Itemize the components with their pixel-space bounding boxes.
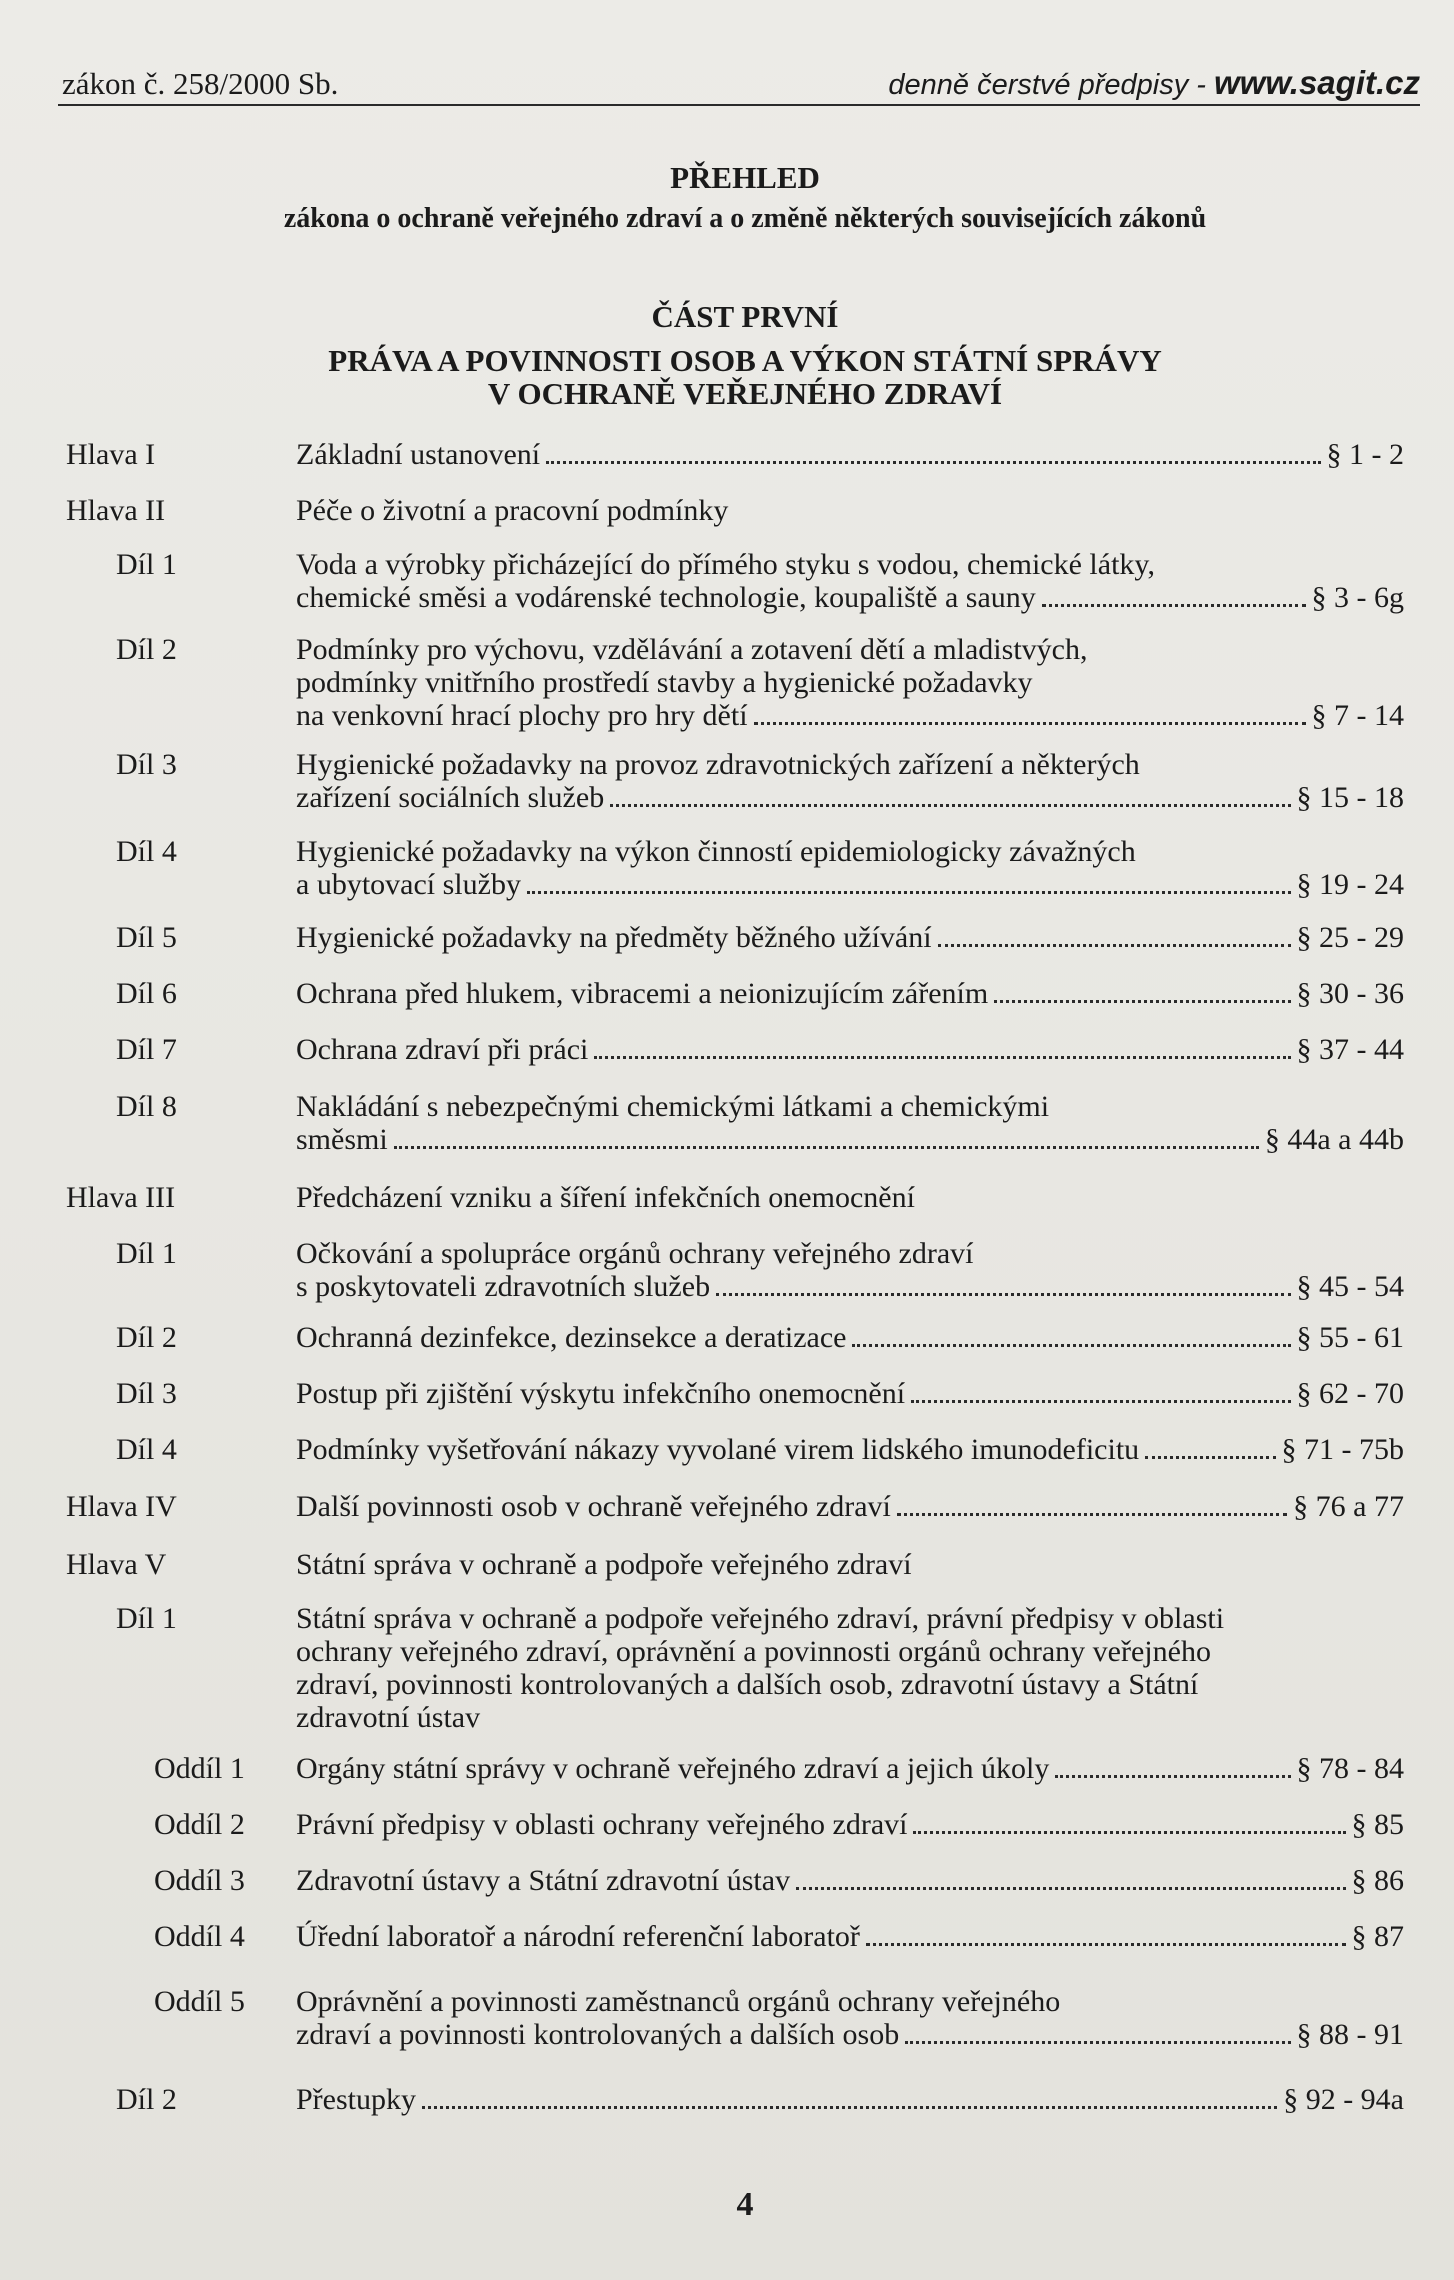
toc-entry-section-ref: § 7 - 14 (1311, 699, 1404, 732)
toc-entry-section-ref: § 78 - 84 (1296, 1752, 1404, 1785)
toc-entry-label: Díl 2 (116, 1321, 177, 1354)
toc-entry-text (296, 748, 1404, 814)
dot-leader (866, 1943, 1346, 1946)
toc-entry-text (296, 1602, 1404, 1734)
overview-subtitle: zákona o ochraně veřejného zdraví a o změně některých souvisejících zákonů (283, 203, 1207, 234)
header-publisher (888, 64, 1420, 102)
toc-entry-last-line (296, 1808, 1404, 1841)
page-number: 4 (736, 2186, 754, 2223)
toc-entry-line: Přestupky (296, 2083, 416, 2116)
toc-entry-last-line (296, 438, 1404, 471)
toc-entry-line: směsmi (296, 1123, 388, 1156)
toc-entry-line: Státní správa v ochraně a podpoře veřejného zdraví (296, 1548, 912, 1581)
toc-entry-line: Orgány státní správy v ochraně veřejného zdraví a jejich úkoly (296, 1752, 1050, 1785)
toc-entry-text (296, 1920, 1404, 1953)
toc-entry-text (296, 548, 1404, 614)
toc-entry-label: Oddíl 2 (154, 1808, 245, 1841)
toc-entry-text (296, 1985, 1404, 2051)
toc-entry-text (296, 1864, 1404, 1897)
toc-entry-last-line (296, 868, 1404, 901)
part-heading: ČÁST PRVNÍ (651, 299, 839, 334)
toc-entry-text (296, 977, 1404, 1010)
overview-title: PŘEHLED (670, 160, 820, 195)
dot-leader (716, 1293, 1290, 1296)
dot-leader (1055, 1775, 1290, 1778)
toc-entry-line: Úřední laboratoř a národní referenční laboratoř (296, 1920, 860, 1953)
toc-entry-text (296, 633, 1404, 732)
toc-entry-label: Hlava I (66, 438, 156, 471)
toc-entry-section-ref: § 62 - 70 (1296, 1377, 1404, 1410)
toc-entry-text (296, 1090, 1404, 1156)
toc-entry-last-line (296, 581, 1404, 614)
toc-entry-section-ref: § 88 - 91 (1296, 2018, 1404, 2051)
toc-entry-text (296, 1490, 1404, 1523)
toc-entry-label: Oddíl 5 (154, 1985, 245, 2018)
toc-entry-label: Díl 2 (116, 633, 177, 666)
toc-entry-section-ref: § 30 - 36 (1296, 977, 1404, 1010)
toc-entry-line: Ochrana zdraví při práci (296, 1033, 589, 1066)
toc-entry-label: Díl 4 (116, 835, 177, 868)
part-title-line-2: V OCHRANĚ VEŘEJNÉHO ZDRAVÍ (487, 376, 1003, 411)
dot-leader (796, 1887, 1345, 1890)
toc-entry-last-line (296, 1433, 1404, 1466)
header-slogan: denně čerstvé předpisy - (888, 69, 1214, 101)
toc-entry-line: Základní ustanovení (296, 438, 541, 471)
toc-entry-label: Díl 5 (116, 921, 177, 954)
toc-entry-text (296, 1548, 1404, 1581)
toc-entry-label: Díl 7 (116, 1033, 177, 1066)
toc-entry-label: Oddíl 4 (154, 1920, 245, 1953)
toc-entry-last-line (296, 1321, 1404, 1354)
toc-entry-last-line (296, 921, 1404, 954)
toc-entry-section-ref: § 71 - 75b (1281, 1433, 1404, 1466)
toc-entry-line: Péče o životní a pracovní podmínky (296, 494, 729, 527)
toc-entry-text (296, 835, 1404, 901)
toc-entry-line: Voda a výrobky přicházející do přímého styku s vodou, chemické látky, (296, 548, 1155, 581)
toc-entry-last-line (296, 1490, 1404, 1523)
dot-leader (1042, 604, 1306, 607)
dot-leader (527, 891, 1291, 894)
toc-entry-last-line (296, 699, 1404, 732)
dot-leader (594, 1056, 1290, 1059)
toc-entry-text (296, 1033, 1404, 1066)
toc-entry-label: Díl 1 (116, 1602, 177, 1635)
toc-entry-section-ref: § 44a a 44b (1264, 1123, 1404, 1156)
toc-entry-section-ref: § 19 - 24 (1296, 868, 1404, 901)
toc-entry-line: Nakládání s nebezpečnými chemickými látkami a chemickými (296, 1090, 1050, 1123)
dot-leader (913, 1831, 1345, 1834)
toc-entry-section-ref: § 45 - 54 (1296, 1270, 1404, 1303)
toc-entry-line: zdraví a povinnosti kontrolovaných a dalších osob (296, 2018, 900, 2051)
toc-entry-label: Díl 3 (116, 748, 177, 781)
toc-entry-section-ref: § 76 a 77 (1293, 1490, 1404, 1523)
toc-entry-last-line (296, 2018, 1404, 2051)
toc-entry-label: Díl 3 (116, 1377, 177, 1410)
toc-entry-label: Hlava IV (66, 1490, 177, 1523)
toc-entry-line: Ochranná dezinfekce, dezinsekce a deratizace (296, 1321, 847, 1354)
toc-entry-label: Díl 6 (116, 977, 177, 1010)
toc-entry-text (296, 1377, 1404, 1410)
toc-entry-line: Hygienické požadavky na provoz zdravotnických zařízení a některých (296, 748, 1140, 781)
toc-entry-text (296, 438, 1404, 471)
toc-entry-line: Právní předpisy v oblasti ochrany veřejného zdraví (296, 1808, 908, 1841)
toc-entry-line: zdravotní ústav (296, 1701, 481, 1734)
toc-entry-line: Očkování a spolupráce orgánů ochrany veřejného zdraví (296, 1237, 974, 1270)
toc-entry-line: podmínky vnitřního prostředí stavby a hygienické požadavky (296, 666, 1033, 699)
part-title-line-1: PRÁVA A POVINNOSTI OSOB A VÝKON STÁTNÍ SPRÁVY (328, 343, 1162, 378)
header-rule (58, 104, 1420, 106)
toc-entry-label: Díl 4 (116, 1433, 177, 1466)
toc-entry-last-line (296, 1377, 1404, 1410)
toc-entry-section-ref: § 37 - 44 (1296, 1033, 1404, 1066)
toc-entry-label: Oddíl 3 (154, 1864, 245, 1897)
toc-entry-section-ref: § 86 (1351, 1864, 1404, 1897)
toc-entry-line: Postup při zjištění výskytu infekčního onemocnění (296, 1377, 906, 1410)
toc-entry-label: Hlava II (66, 494, 166, 527)
dot-leader (422, 2106, 1277, 2109)
toc-entry-section-ref: § 15 - 18 (1296, 781, 1404, 814)
toc-entry-line: zařízení sociálních služeb (296, 781, 605, 814)
toc-entry-label: Hlava V (66, 1548, 167, 1581)
toc-entry-last-line (296, 1123, 1404, 1156)
toc-entry-line: chemické směsi a vodárenské technologie, koupaliště a sauny (296, 581, 1036, 614)
toc-entry-text (296, 1237, 1404, 1303)
dot-leader (754, 722, 1306, 725)
toc-entry-line: zdraví, povinnosti kontrolovaných a dalších osob, zdravotní ústavy a Státní (296, 1668, 1199, 1701)
toc-entry-text (296, 921, 1404, 954)
toc-entry-text (296, 1808, 1404, 1841)
toc-entry-last-line (296, 781, 1404, 814)
dot-leader (852, 1344, 1290, 1347)
toc-entry-text (296, 1321, 1404, 1354)
toc-entry-text (296, 1433, 1404, 1466)
toc-entry-line: ochrany veřejného zdraví, oprávnění a povinnosti orgánů ochrany veřejného (296, 1635, 1211, 1668)
toc-entry-label: Díl 2 (116, 2083, 177, 2116)
toc-entry-last-line (296, 2083, 1404, 2116)
toc-entry-last-line (296, 1752, 1404, 1785)
dot-leader (394, 1146, 1259, 1149)
toc-entry-line: a ubytovací služby (296, 868, 521, 901)
dot-leader (1145, 1456, 1275, 1459)
dot-leader (994, 1000, 1290, 1003)
toc-entry-label: Hlava III (66, 1181, 176, 1214)
toc-entry-label: Díl 8 (116, 1090, 177, 1123)
toc-entry-label: Díl 1 (116, 548, 177, 581)
toc-entry-label: Oddíl 1 (154, 1752, 245, 1785)
toc-entry-text (296, 494, 1404, 527)
toc-entry-last-line (296, 1033, 1404, 1066)
toc-entry-section-ref: § 25 - 29 (1296, 921, 1404, 954)
toc-entry-line: Hygienické požadavky na předměty běžného užívání (296, 921, 932, 954)
toc-entry-line: Hygienické požadavky na výkon činností epidemiologicky závažných (296, 835, 1136, 868)
toc-entry-section-ref: § 1 - 2 (1326, 438, 1404, 471)
toc-entry-last-line (296, 1920, 1404, 1953)
dot-leader (911, 1400, 1290, 1403)
toc-entry-last-line (296, 1270, 1404, 1303)
toc-entry-section-ref: § 3 - 6g (1311, 581, 1404, 614)
part-title (0, 344, 1454, 410)
toc-entry-line: Oprávnění a povinnosti zaměstnanců orgánů ochrany veřejného (296, 1985, 1061, 2018)
toc-entry-last-line (296, 977, 1404, 1010)
toc-entry-line: Státní správa v ochraně a podpoře veřejného zdraví, právní předpisy v oblasti (296, 1602, 1225, 1635)
toc-entry-line: Zdravotní ústavy a Státní zdravotní ústav (296, 1864, 791, 1897)
toc-entry-line: Předcházení vzniku a šíření infekčních onemocnění (296, 1181, 915, 1214)
toc-entry-last-line (296, 1864, 1404, 1897)
toc-entry-section-ref: § 85 (1351, 1808, 1404, 1841)
toc-entry-text (296, 1752, 1404, 1785)
toc-entry-line: Podmínky vyšetřování nákazy vyvolané virem lidského imunodeficitu (296, 1433, 1140, 1466)
toc-entry-section-ref: § 55 - 61 (1296, 1321, 1404, 1354)
toc-entry-section-ref: § 87 (1351, 1920, 1404, 1953)
toc-entry-line: na venkovní hrací plochy pro hry dětí (296, 699, 748, 732)
toc-entry-section-ref: § 92 - 94a (1283, 2083, 1404, 2116)
toc-entry-text (296, 2083, 1404, 2116)
toc-entry-line: Podmínky pro výchovu, vzdělávání a zotavení dětí a mladistvých, (296, 633, 1088, 666)
dot-leader (938, 944, 1291, 947)
dot-leader (905, 2041, 1290, 2044)
toc-entry-line: Ochrana před hlukem, vibracemi a neionizujícím zářením (296, 977, 989, 1010)
dot-leader (546, 461, 1320, 464)
header-website: www.sagit.cz (1214, 64, 1420, 101)
toc-entry-line: s poskytovateli zdravotních služeb (296, 1270, 711, 1303)
header-law-number: zákon č. 258/2000 Sb. (62, 66, 339, 101)
toc-entry-text (296, 1181, 1404, 1214)
dot-leader (897, 1513, 1287, 1516)
toc-entry-label: Díl 1 (116, 1237, 177, 1270)
toc-entry-line: Další povinnosti osob v ochraně veřejného zdraví (296, 1490, 891, 1523)
dot-leader (610, 804, 1290, 807)
